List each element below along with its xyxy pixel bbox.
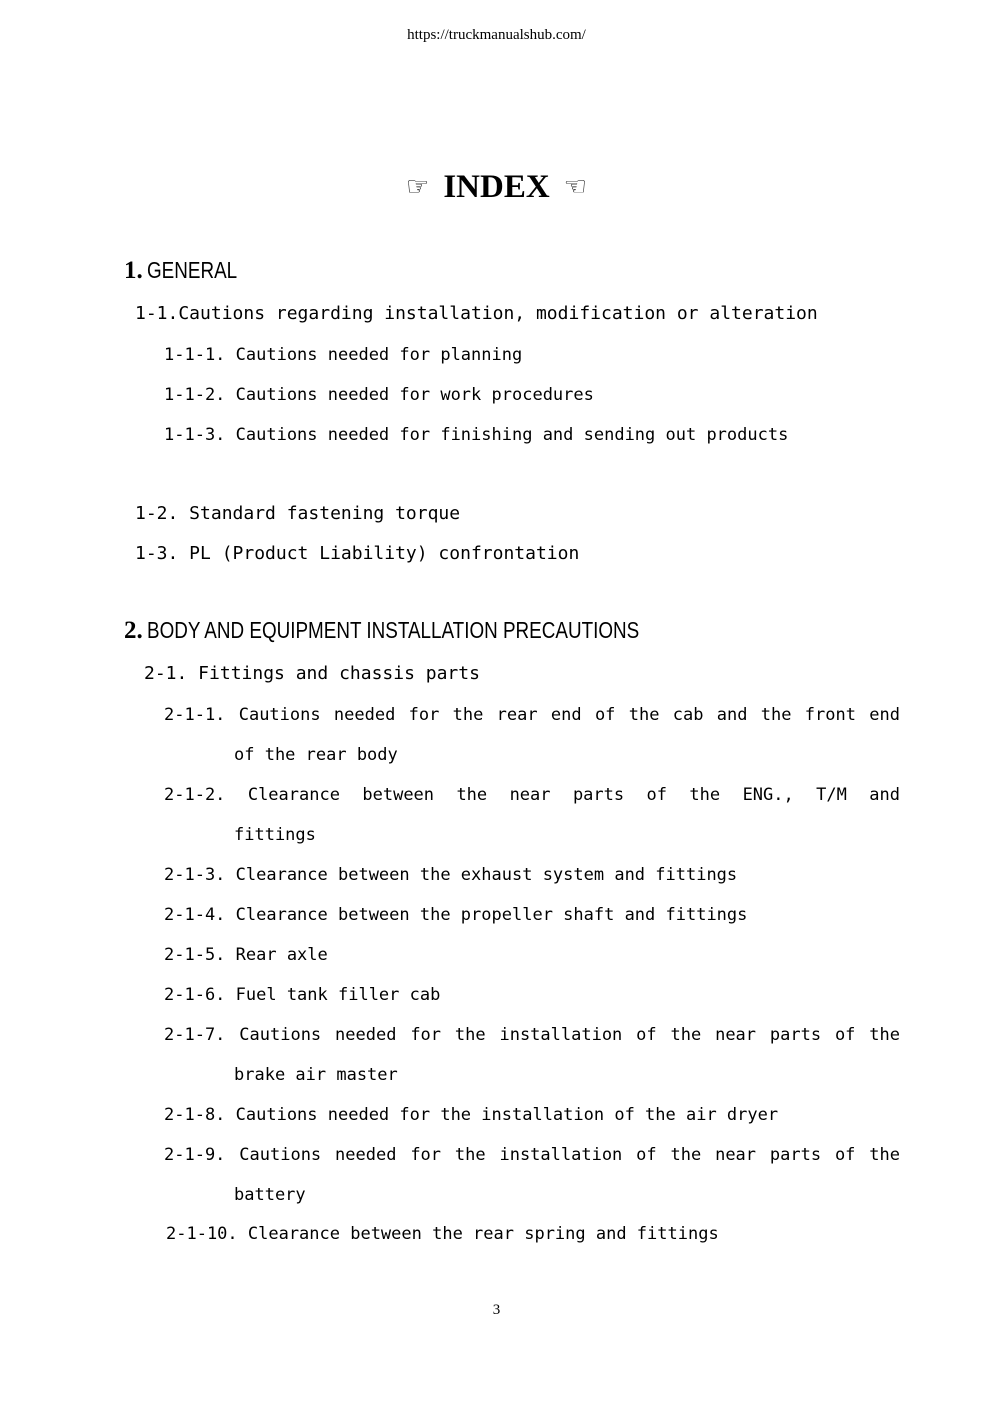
toc-entry-2-1-2-continued: fittings xyxy=(234,825,316,845)
page-number: 3 xyxy=(492,1302,501,1318)
toc-entry-2-1-7-continued: brake air master xyxy=(234,1065,398,1085)
section-1-heading xyxy=(124,257,257,285)
pointing-right-hand-icon: ☞ xyxy=(406,172,430,201)
pointing-left-hand-icon: ☜ xyxy=(563,172,587,201)
header-url: https://truckmanualshub.com/ xyxy=(407,27,586,43)
toc-entry-1-1-3: 1-1-3. Cautions needed for finishing and sending out products xyxy=(164,425,789,445)
toc-entry-1-2: 1-2. Standard fastening torque xyxy=(135,503,461,524)
section-2-title: BODY AND EQUIPMENT INSTALLATION PRECAUTIONS xyxy=(146,617,639,643)
section-2-number: 2. xyxy=(124,617,143,644)
toc-entry-1-1-2: 1-1-2. Cautions needed for work procedures xyxy=(164,385,594,405)
toc-entry-1-1-1: 1-1-1. Cautions needed for planning xyxy=(164,345,523,365)
section-1-title: GENERAL xyxy=(146,257,237,283)
page-title xyxy=(0,164,993,210)
section-2-heading xyxy=(124,617,747,645)
toc-entry-2-1-6: 2-1-6. Fuel tank filler cab xyxy=(164,985,441,1005)
toc-entry-2-1-7: 2-1-7. Cautions needed for the installation of the near parts of the xyxy=(164,1025,900,1045)
toc-entry-2-1-2: 2-1-2. Clearance between the near parts of the ENG., T/M and xyxy=(164,785,900,805)
toc-entry-2-1-8: 2-1-8. Cautions needed for the installation of the air dryer xyxy=(164,1105,779,1125)
toc-entry-1-3: 1-3. PL (Product Liability) confrontation xyxy=(135,543,580,564)
toc-entry-2-1-5: 2-1-5. Rear axle xyxy=(164,945,328,965)
toc-entry-2-1-1: 2-1-1. Cautions needed for the rear end of the cab and the front end xyxy=(164,705,900,725)
toc-entry-1-1: 1-1.Cautions regarding installation, modification or alteration xyxy=(135,303,818,324)
toc-entry-2-1-9: 2-1-9. Cautions needed for the installation of the near parts of the xyxy=(164,1145,900,1165)
page-title-text: INDEX xyxy=(443,169,550,205)
toc-entry-2-1-1-continued: of the rear body xyxy=(234,745,398,765)
toc-entry-2-1-9-continued: battery xyxy=(234,1185,306,1205)
section-1-number: 1. xyxy=(124,257,143,284)
toc-entry-2-1-4: 2-1-4. Clearance between the propeller shaft and fittings xyxy=(164,905,748,925)
toc-entry-2-1-3: 2-1-3. Clearance between the exhaust system and fittings xyxy=(164,865,738,885)
toc-entry-2-1-10: 2-1-10. Clearance between the rear spring and fittings xyxy=(166,1224,719,1244)
toc-entry-2-1: 2-1. Fittings and chassis parts xyxy=(144,663,480,684)
